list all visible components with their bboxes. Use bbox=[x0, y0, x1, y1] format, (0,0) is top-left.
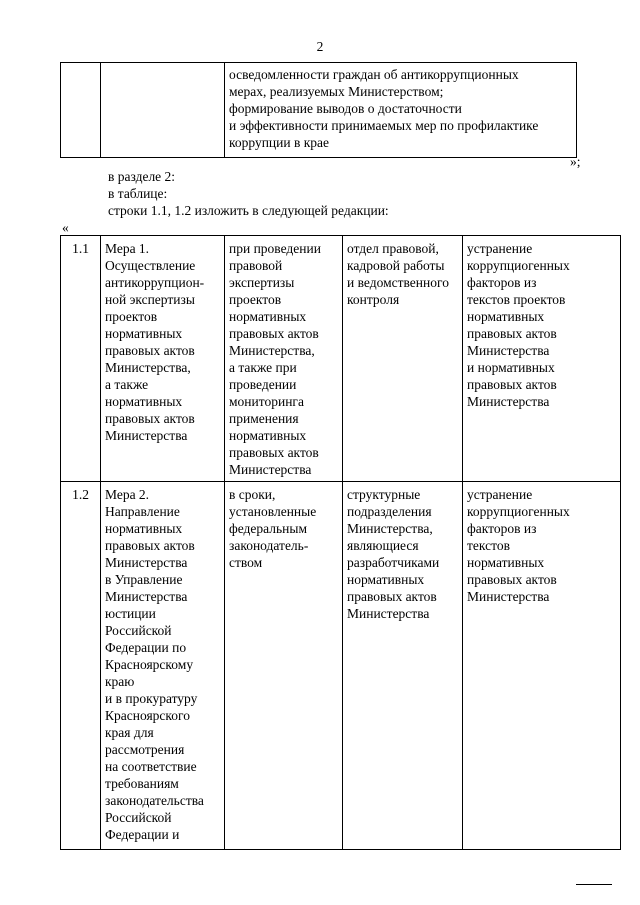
instruction-line: в таблице: bbox=[108, 186, 168, 201]
result-cell: устранение коррупциогенных факторов из текстов нормативных правовых актов Министерства bbox=[463, 482, 621, 850]
table-cell-empty bbox=[61, 63, 101, 158]
term-cell: при проведении правовой экспертизы проектов нормативных правовых актов Министерства, а также при проведении мониторинга применения нормативных правовых актов Министерства bbox=[225, 236, 343, 482]
closing-quote: »; bbox=[570, 154, 581, 169]
table-cell-text: осведомленности граждан об антикоррупционных мерах, реализуемых Министерством; формирование выводов о достаточности и эффективности принимаемых мер по профилактике коррупции в крае bbox=[225, 63, 577, 158]
opening-quote: « bbox=[62, 220, 69, 235]
measure-cell: Мера 1. Осуществление антикоррупцион- ной экспертизы проектов нормативных правовых актов Министерства, а также нормативных правовых актов Министерства bbox=[101, 236, 225, 482]
measure-cell: Мера 2. Направление нормативных правовых актов Министерства в Управление Министерства юстиции Российской Федерации по Красноярскому краю и в прокуратуру Красноярского края для рассмотрения на соответствие требованиям законодательства Российской Федерации и bbox=[101, 482, 225, 850]
table-row bbox=[61, 236, 621, 482]
table-row bbox=[61, 63, 577, 158]
result-cell: устранение коррупциогенных факторов из текстов проектов нормативных правовых актов Министерства и нормативных правовых актов Министерства bbox=[463, 236, 621, 482]
row-number: 1.2 bbox=[61, 482, 101, 850]
page-number: 2 bbox=[316, 39, 324, 54]
executor-cell: отдел правовой, кадровой работы и ведомственного контроля bbox=[343, 236, 463, 482]
continued-table bbox=[60, 62, 577, 158]
instruction-line: строки 1.1, 1.2 изложить в следующей редакции: bbox=[108, 203, 389, 218]
table-row bbox=[61, 482, 621, 850]
instruction-line: в разделе 2: bbox=[108, 169, 176, 184]
row-number: 1.1 bbox=[61, 236, 101, 482]
executor-cell: структурные подразделения Министерства, являющиеся разработчиками нормативных правовых актов Министерства bbox=[343, 482, 463, 850]
measures-table bbox=[60, 235, 621, 850]
term-cell: в сроки, установленные федеральным законодатель- ством bbox=[225, 482, 343, 850]
table-cell-empty bbox=[101, 63, 225, 158]
footer-rule bbox=[576, 884, 612, 885]
